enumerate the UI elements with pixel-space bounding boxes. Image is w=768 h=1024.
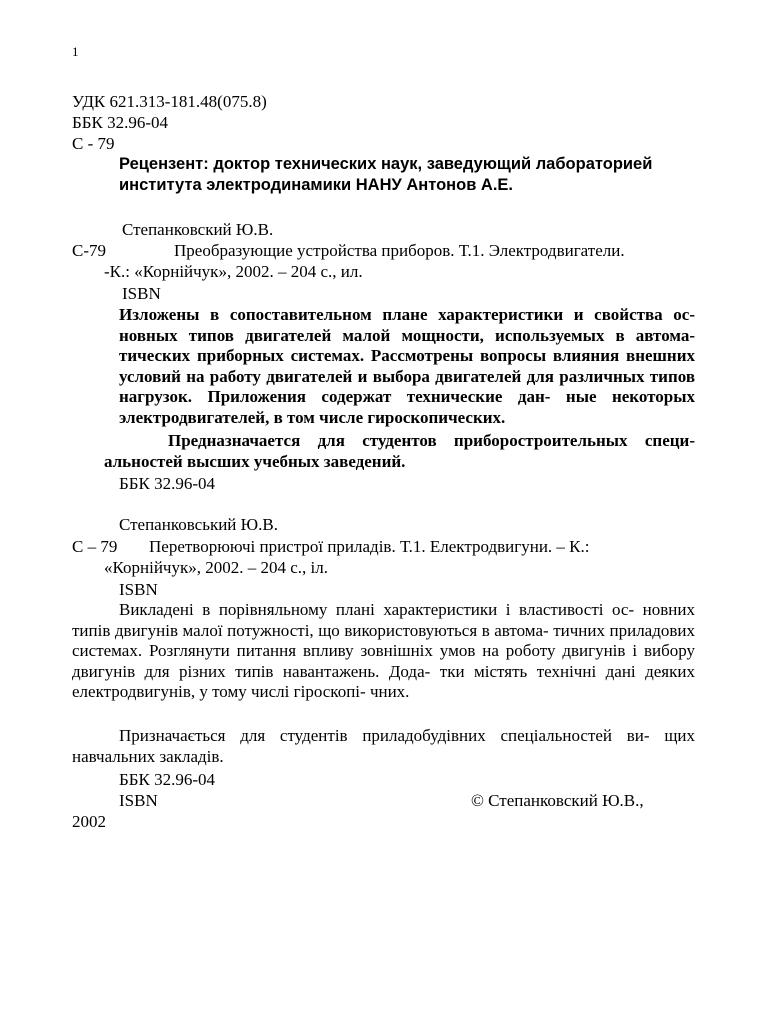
- ru-purpose: [104, 431, 695, 472]
- page-number: 1: [72, 44, 79, 59]
- ru-catalog-code: С-79: [72, 241, 106, 260]
- uk-abstract-line-3: тичних приладових системах. Розглянути питання впливу зовнішніх умов: [72, 620, 696, 661]
- uk-book-title: Перетворюючі пристрої приладів. Т.1. Електродвигуни. – К.:: [149, 537, 590, 556]
- uk-abstract-line-2: новних типів двигунів малої потужності, що використовуються в автома-: [72, 600, 695, 640]
- uk-purpose-line-1: Призначається для студентів приладобудівних спеціальностей ви-: [119, 726, 650, 745]
- uk-purpose-line-2: щих навчальних закладів.: [72, 726, 696, 766]
- udk-code: УДК 621.313-181.48(075.8): [72, 92, 267, 111]
- ru-purpose-line-1: Предназначается для студентов приборостроительных специ-: [168, 431, 695, 450]
- ru-abstract-line-5: различных типов нагрузок. Приложения содержат технические дан-: [119, 366, 695, 407]
- ru-abstract-line-3: тических приборных системах. Рассмотрены вопросы влияния: [119, 346, 620, 366]
- ru-publisher: -К.: «Корнійчук», 2002. – 204 с., ил.: [104, 262, 363, 281]
- uk-purpose: [72, 726, 695, 767]
- uk-abstract-line-5: тки містять технічні дані деяких електродвигунів, у тому числі гіроскопі-: [72, 661, 695, 702]
- copyright-year: 2002: [72, 812, 106, 831]
- ru-abstract-line-1: Изложены в сопоставительном плане характеристики и свойства ос-: [119, 305, 695, 324]
- uk-catalog-code: С – 79: [72, 537, 118, 556]
- ru-abstract: [119, 305, 695, 429]
- ru-book-title: Преобразующие устройства приборов. Т.1. Электродвигатели.: [174, 241, 625, 260]
- reviewer-block: [119, 154, 695, 195]
- ru-abstract-line-4: внешних условий на работу двигателей и выбора двигателей для: [119, 346, 695, 386]
- bbk-code-top: ББК 32.96-04: [72, 113, 169, 132]
- uk-bbk: ББК 32.96-04: [119, 770, 216, 789]
- uk-abstract-line-4: на роботу двигунів і вибору двигунів для різних типів навантажень. Дода-: [72, 641, 695, 681]
- ru-abstract-line-2: новных типов двигателей малой мощности, используемых в автома-: [119, 325, 695, 345]
- ru-purpose-line-2: альностей высших учебных заведений.: [104, 451, 406, 471]
- reviewer-line-2: института электродинамики НАНУ Антонов А.Е.: [119, 175, 514, 194]
- copyright-notice: © Степанковский Ю.В.,: [471, 791, 644, 810]
- uk-abstract-line-6: чних.: [369, 682, 410, 702]
- uk-author: Степанковський Ю.В.: [119, 515, 278, 534]
- ru-author: Степанковский Ю.В.: [122, 220, 274, 239]
- catalog-code-top: С - 79: [72, 134, 115, 153]
- uk-isbn: ISBN: [119, 580, 158, 599]
- ru-bbk: ББК 32.96-04: [119, 474, 216, 493]
- uk-publisher: «Корнійчук», 2002. – 204 с., іл.: [104, 558, 328, 577]
- reviewer-line-1: Рецензент: доктор технических наук, заведующий лабораторией: [119, 155, 653, 173]
- uk-abstract-line-1: Викладені в порівняльному плані характеристики і властивості ос-: [119, 600, 635, 619]
- uk-isbn-bottom: ISBN: [119, 791, 158, 810]
- uk-abstract: [72, 600, 695, 703]
- ru-isbn: ISBN: [122, 284, 161, 303]
- ru-abstract-line-6: ные некоторых электродвигателей, в том числе гироскопических.: [119, 387, 696, 427]
